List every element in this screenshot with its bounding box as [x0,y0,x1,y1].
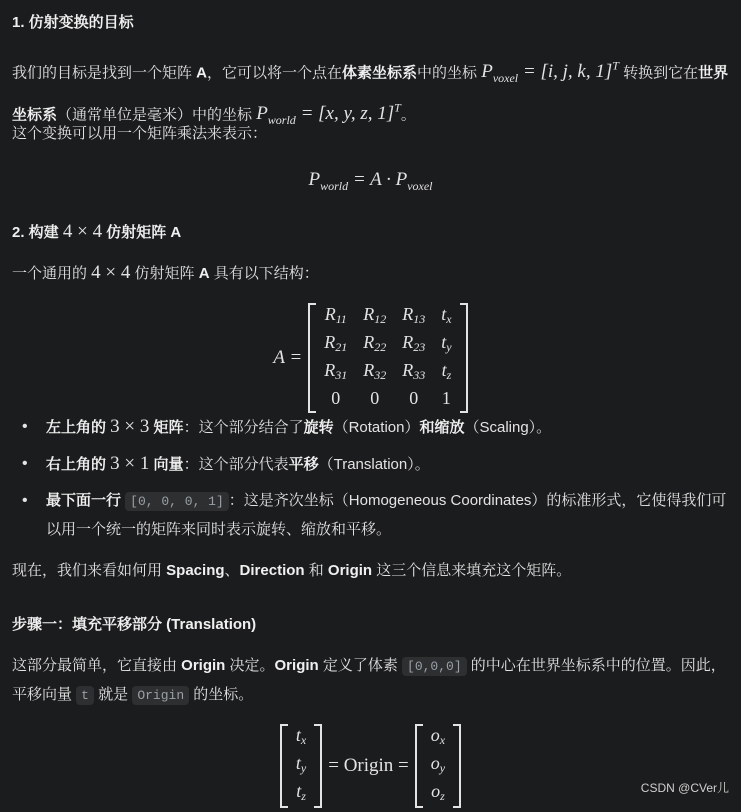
matrix-cell: ox [430,725,446,747]
bullet-homogeneous: • 最下面一行 [0, 0, 0, 1] ：这是齐次坐标（Homogeneous Coordinates）的标准形式，它使得我们可以用一个统一的矩阵来同时表示旋转、缩放和平移。 [22,487,731,544]
bullet-rotation-scaling: • 左上角的 3 × 3 矩阵：这个部分结合了旋转（Rotation）和缩放（Scaling）。 [22,413,731,442]
inline-code: [0, 0, 0, 1] [125,492,229,511]
vector-row [288,752,314,780]
matrix-cell: R32 [363,360,387,382]
matrix-cell: 1 [441,388,451,408]
bullet-translation: • 右上角的 3 × 1 向量：这个部分代表平移（Translation）。 [22,450,731,479]
section1-paragraph-2: 这个变换可以用一个矩阵乘法来表示： [12,125,268,142]
matrix-cell: oy [430,753,446,775]
section2-heading: 2. 构建 4 × 4 仿射矩阵 A [12,221,182,242]
step1-heading: 步骤一：填充平移部分 (Translation) [12,616,257,633]
matrix-cell: tx [441,304,452,326]
matrix-cell: R23 [402,332,426,354]
matrix-cell: tx [295,725,307,747]
matrix-cell: ty [441,332,452,354]
affine-matrix: A = R11 R12 R13 tx R21 R22 R23 ty R31 R32 R33 tz 0 0 0 1 [0,303,741,413]
vector-row [288,724,314,752]
matrix-row [316,331,459,359]
matrix-row [316,387,459,413]
matrix-cell: ty [295,753,307,775]
inline-code: Origin [132,686,189,705]
matrix-row [316,359,459,387]
step1-paragraph: 这部分最简单，它直接由 Origin 决定。Origin 定义了体素 [0,0,0] 的中心在世界坐标系中的位置。因此，平移向量 t 就是 Origin 的坐标。 [12,657,726,703]
section2-paragraph-2: 现在，我们来看如何用 Spacing、Direction 和 Origin 这三个信息来填充这个矩阵。 [12,562,572,579]
inline-code: [0,0,0] [402,657,467,676]
matrix-cell: 0 [331,388,341,408]
matrix-cell: R12 [363,304,387,326]
formula-pworld: $P_{world} = A \cdot P_{voxel}$ [308,169,433,193]
matrix-cell: R31 [324,360,348,382]
matrix-cell: R11 [324,304,347,326]
matrix-cell: oz [431,781,445,803]
translation-equation: tx ty tz = Origin = ox oy oz [0,724,741,812]
matrix-cell: R21 [324,332,348,354]
watermark: CSDN @CVer儿 [640,781,729,795]
matrix-cell: tz [296,781,306,803]
bullet-list [22,413,731,552]
vector-row [423,752,453,780]
section2-paragraph: 一个通用的 4 × 4 仿射矩阵 A 具有以下结构： [12,262,319,283]
matrix-row [316,303,459,331]
matrix-cell: R22 [363,332,387,354]
matrix-cell: 0 [370,388,380,408]
section1-heading: 1. 仿射变换的目标 [12,14,134,31]
matrix-cell: tz [441,360,452,382]
matrix-cell: 0 [409,388,419,408]
vector-row [423,724,453,752]
matrix-cell: R33 [402,360,426,382]
matrix-cell: R13 [402,304,426,326]
section1-paragraph: 我们的目标是找到一个矩阵 A，它可以将一个点在体素坐标系中的坐标 $P_{voxel} = [i$, j, k, 1]$^T$ 转换到它在世界坐标系（通常单位是毫米）中的坐标 $P_{world} = [x$, y, z, 1]$^T$。 [12,59,729,128]
inline-code: t [76,686,94,705]
